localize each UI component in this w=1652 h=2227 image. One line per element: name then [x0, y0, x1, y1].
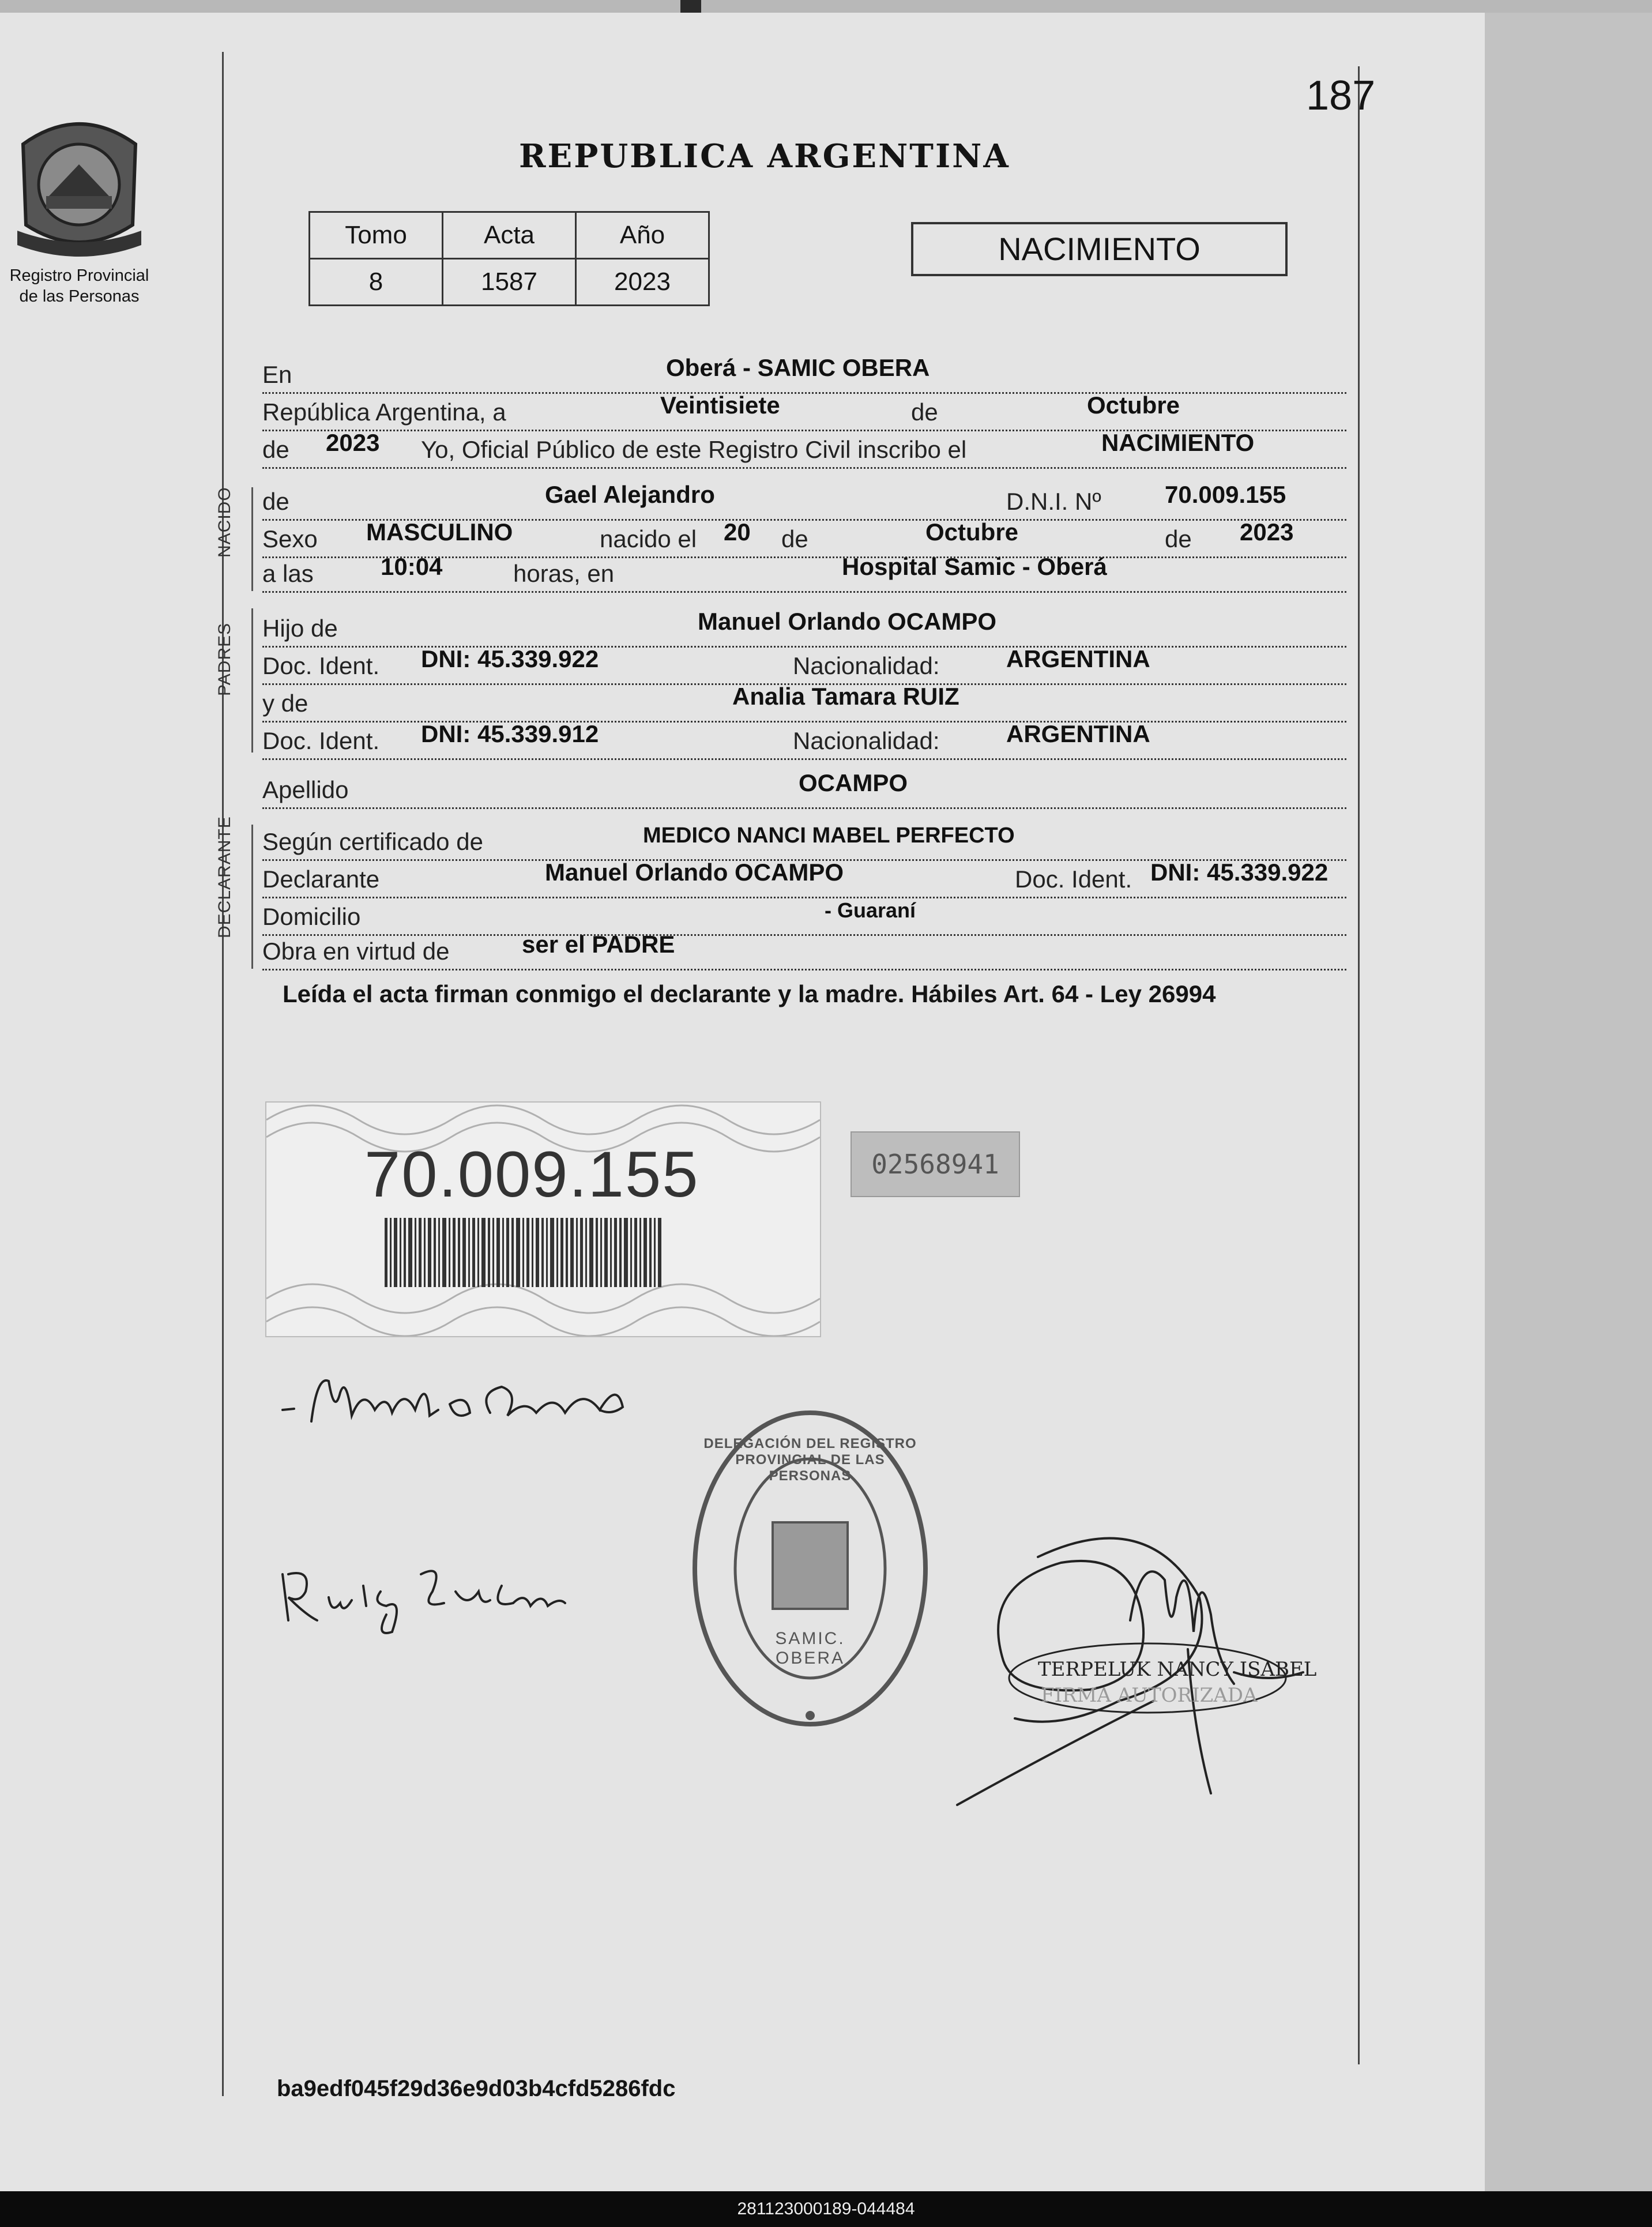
label-dni: D.N.I. Nº [1006, 488, 1101, 515]
row-certificado [262, 825, 1346, 861]
value-madre-doc: DNI: 45.339.912 [421, 720, 599, 747]
barcode-icon [385, 1218, 661, 1287]
value-mes: Octubre [1087, 392, 1180, 419]
value-inscripcion: NACIMIENTO [1101, 429, 1255, 456]
label-nac-de: de [781, 525, 808, 552]
value-dni: 70.009.155 [1165, 481, 1286, 508]
row-padre-doc [262, 645, 1346, 685]
page-number: 187 [1306, 73, 1376, 119]
value-hora: 10:04 [381, 553, 443, 580]
row-hora [262, 553, 1346, 593]
value-obra: ser el PADRE [522, 931, 675, 958]
record-table [308, 211, 710, 306]
mother-signature [271, 1551, 571, 1638]
acta-header: Acta [443, 212, 576, 259]
label-alas: a las [262, 560, 314, 587]
label-sexo: Sexo [262, 525, 318, 552]
value-padre: Manuel Orlando OCAMPO [698, 608, 997, 635]
logo-caption-line1: Registro Provincial [9, 266, 149, 285]
row-anio [262, 429, 1346, 469]
background-edge [1485, 13, 1652, 2191]
binder-clip [680, 0, 701, 13]
value-certificado: MEDICO NANCI MABEL PERFECTO [643, 823, 1015, 848]
label-de2: de [262, 436, 289, 463]
footer-code: 281123000189-044484 [0, 2191, 1652, 2227]
section-bracket-declarante [251, 825, 253, 969]
label-domicilio: Domicilio [262, 903, 361, 930]
row-nombre [262, 481, 1346, 521]
serial-label: 02568941 [851, 1131, 1020, 1197]
section-bracket-padres [251, 608, 253, 753]
row-republica [262, 392, 1346, 431]
value-madre: Analia Tamara RUIZ [732, 683, 959, 710]
label-nac-de2: de [1165, 525, 1192, 552]
authorized-signature-block [946, 1528, 1361, 1816]
sticker-number: 70.009.155 [364, 1138, 699, 1210]
act-type-box: NACIMIENTO [911, 222, 1288, 276]
country-heading: REPUBLICA ARGENTINA [519, 137, 1010, 175]
row-apellido [262, 769, 1346, 809]
label-de: de [911, 398, 938, 426]
label-hijo: Hijo de [262, 615, 338, 642]
label-horas: horas, en [513, 560, 615, 587]
tomo-header: Tomo [310, 212, 443, 259]
document-hash: ba9edf045f29d36e9d03b4cfd5286fdc [277, 2076, 676, 2101]
row-domicilio [262, 900, 1346, 936]
misiones-seal-icon [0, 110, 159, 259]
anio-header: Año [576, 212, 709, 259]
row-en [262, 354, 1346, 394]
left-margin-line [222, 52, 224, 2096]
section-bracket-nacido [251, 487, 253, 591]
value-domicilio: - Guaraní [825, 898, 916, 922]
value-lugar: Hospital Samic - Oberá [842, 553, 1107, 580]
tomo-value: 8 [310, 259, 443, 306]
logo-caption-line2: de las Personas [19, 287, 140, 306]
inscribe-text: Yo, Oficial Público de este Registro Civil inscribo el [421, 436, 967, 463]
label-declarante: Declarante [262, 866, 380, 893]
label-madre-doc: Doc. Ident. [262, 727, 380, 754]
stamp-inner-text: SAMIC. OBERA [775, 1629, 845, 1668]
label-padre-nac: Nacionalidad: [793, 652, 940, 679]
anio-value: 2023 [576, 259, 709, 306]
authorized-name: TERPELUK NANCY ISABEL [1038, 1658, 1317, 1681]
value-nac-dia: 20 [724, 518, 751, 546]
stamp-outer-text: DELEGACIÓN DEL REGISTRO PROVINCIAL DE LAS PERSONAS [703, 1436, 917, 1484]
id-sticker [265, 1101, 821, 1337]
label-obra: Obra en virtud de [262, 938, 450, 965]
label-madre-nac: Nacionalidad: [793, 727, 940, 754]
row-hijo [262, 608, 1346, 648]
label-yde: y de [262, 690, 308, 717]
label-apellido: Apellido [262, 776, 349, 803]
value-padre-nac: ARGENTINA [1006, 645, 1150, 672]
row-declarante [262, 859, 1346, 898]
province-logo [0, 110, 159, 317]
label-republica: República Argentina, a [262, 398, 506, 426]
acta-value: 1587 [443, 259, 576, 306]
value-nombre: Gael Alejandro [545, 481, 715, 508]
value-apellido: OCAMPO [799, 769, 908, 796]
authorized-title: FIRMA AUTORIZADA [1041, 1684, 1258, 1707]
value-declarante-doc: DNI: 45.339.922 [1150, 859, 1329, 886]
row-madre [262, 683, 1346, 723]
label-nombre: de [262, 488, 289, 515]
top-shadow [0, 0, 1652, 13]
official-stamp [680, 1401, 940, 1736]
value-sexo: MASCULINO [366, 518, 513, 546]
section-label-padres: PADRES [215, 622, 234, 696]
value-anio: 2023 [326, 429, 380, 456]
row-obra [262, 931, 1346, 970]
value-padre-doc: DNI: 45.339.922 [421, 645, 599, 672]
value-en: Oberá - SAMIC OBERA [666, 354, 930, 381]
label-padre-doc: Doc. Ident. [262, 652, 380, 679]
section-label-declarante: DECLARANTE [215, 816, 234, 938]
label-en: En [262, 361, 292, 388]
value-nac-mes: Octubre [925, 518, 1019, 546]
label-declarante-doc: Doc. Ident. [1015, 866, 1132, 893]
value-madre-nac: ARGENTINA [1006, 720, 1150, 747]
value-dia: Veintisiete [660, 392, 780, 419]
closing-text: Leída el acta firman conmigo el declarante y la madre. Hábiles Art. 64 - Ley 26994 [283, 980, 1216, 1007]
value-nac-anio: 2023 [1240, 518, 1294, 546]
label-certificado: Según certificado de [262, 828, 483, 855]
declarant-signature [277, 1358, 680, 1439]
value-declarante: Manuel Orlando OCAMPO [545, 859, 844, 886]
section-label-nacido: NACIDO [215, 487, 234, 558]
label-nacido: nacido el [600, 525, 697, 552]
row-madre-doc [262, 720, 1346, 760]
